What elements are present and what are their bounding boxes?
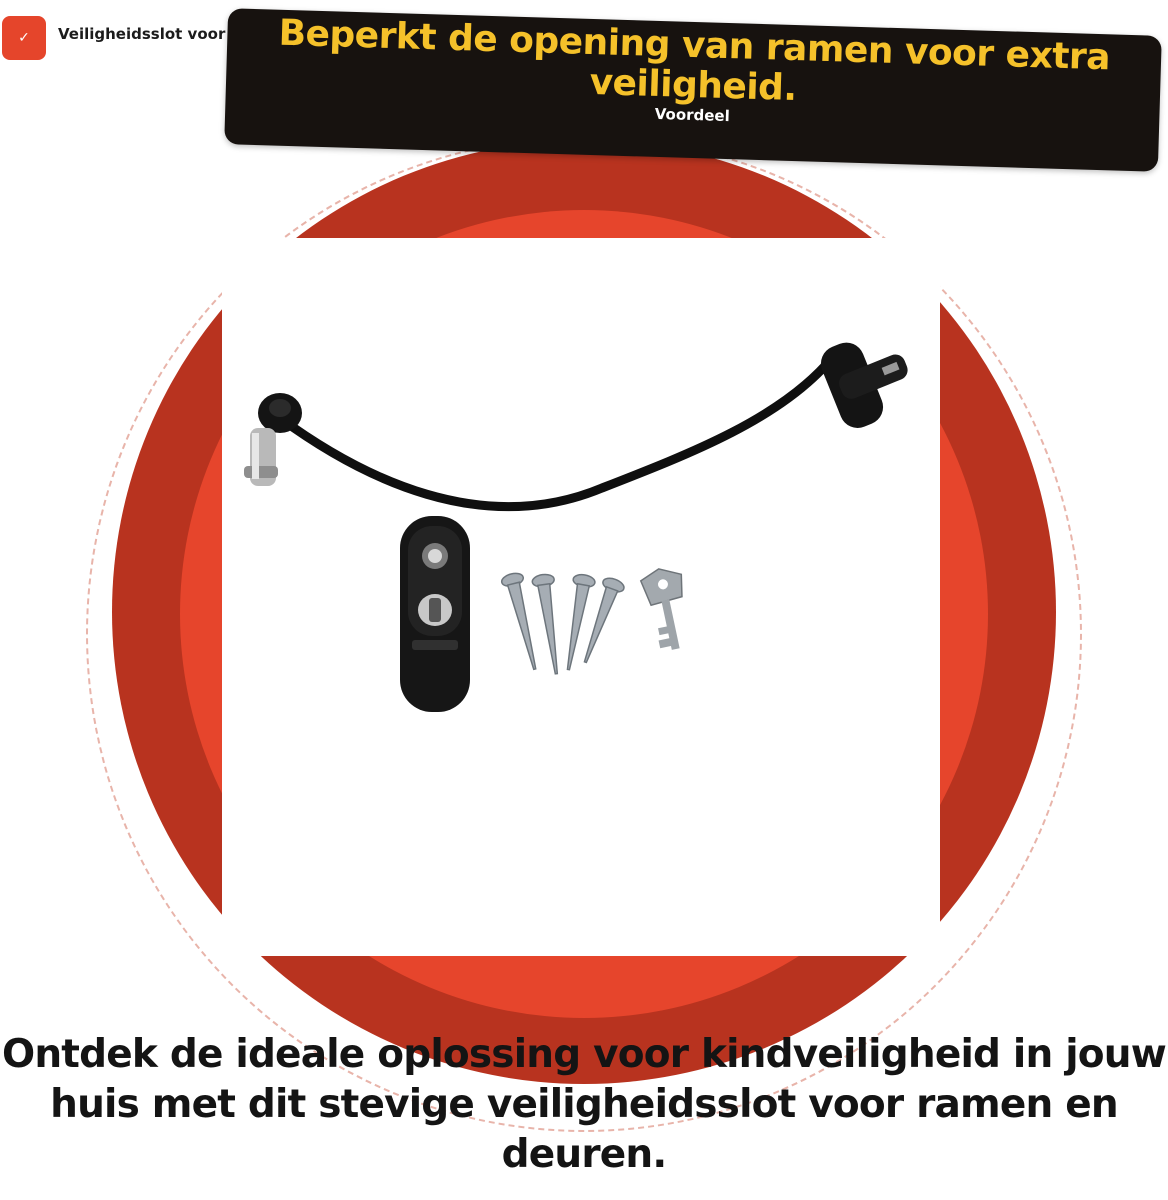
banner-tag: Voordeel [654, 104, 731, 126]
brand-logo [2, 16, 46, 60]
checkmark-icon: ✓ [18, 30, 30, 46]
brand-badge [2, 16, 228, 60]
cable-end-left-icon [244, 393, 302, 486]
brand-name: Veiligheidsslot voor [58, 25, 226, 43]
product-illustration [222, 238, 940, 956]
key-icon [639, 565, 696, 654]
banner-headline: Beperkt de opening van ramen voor extra veiligheid. [278, 12, 1111, 110]
lock-housing-icon [400, 516, 470, 712]
screw-icon [500, 571, 625, 675]
cable-lock-icon [280, 358, 832, 507]
benefit-banner [224, 8, 1162, 172]
product-photo [222, 238, 940, 956]
product-caption: Ontdek de ideale oplossing voor kindveiligheid in jouw huis met dit stevige veiligheidsslot voor ramen en deuren. [1, 1032, 1166, 1177]
cable-end-right-icon [815, 324, 921, 434]
photo-top-edge [274, 238, 886, 288]
